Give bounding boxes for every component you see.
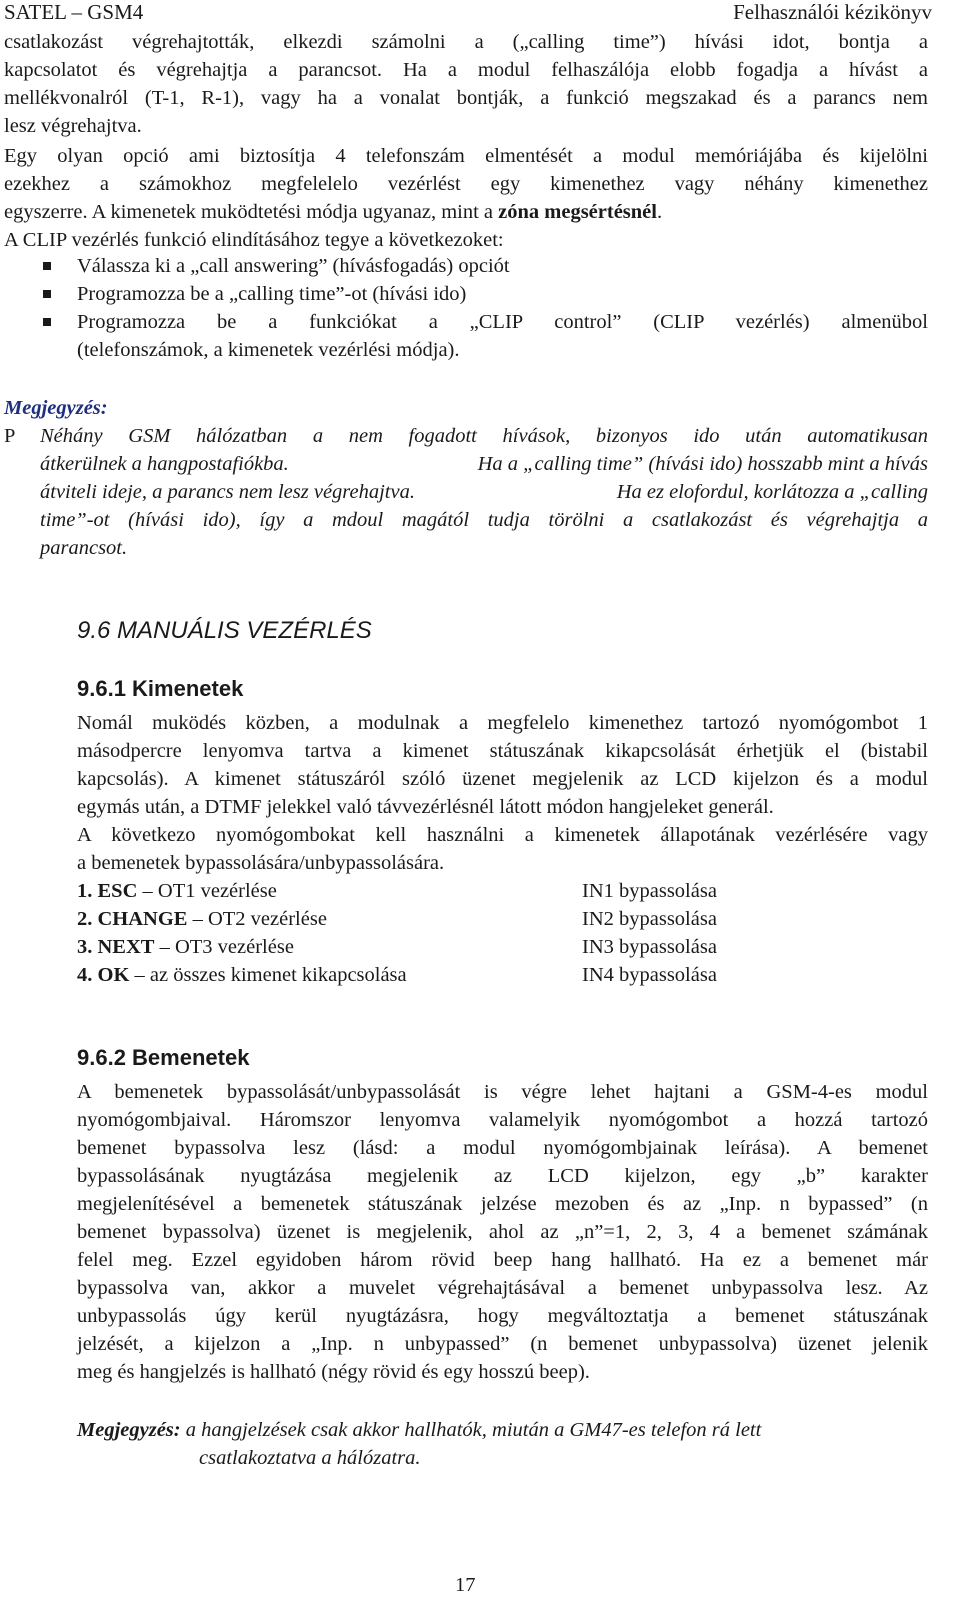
clip-bullet-3: Programozza be a funkciókat a „CLIP control” (CLIP vezérlés) almenübol: [77, 311, 928, 333]
key-row-4-input: IN4 bypassolása: [582, 964, 717, 986]
page-number: 17: [455, 1574, 476, 1596]
intro-line-2: kapcsolatot és végrehajtja a parancsot. Ha a modul felhaszálója elobb fogadja a hívást a: [4, 59, 928, 81]
clip-bullet-3-cont: (telefonszámok, a kimenetek vezérlési módja).: [77, 339, 460, 361]
inputs-line-1: A bemenetek bypassolását/unbypassolását is végre lehet hajtani a GSM-4-es modul: [77, 1081, 928, 1103]
inputs-line-2: nyomógombjaival. Háromszor lenyomva valamelyik nyomógombot a hozzá tartozó: [77, 1109, 928, 1131]
note-line-3a: átviteli ideje, a parancs nem lesz végrehajtva.: [40, 481, 415, 503]
inputs-line-4: bypassolásának nyugtázása megjelenik az LCD kijelzon, egy „b” karakter: [77, 1165, 928, 1187]
option-line-3: [4, 198, 662, 226]
section-title-9-6-2: 9.6.2 Bemenetek: [77, 1045, 250, 1070]
note-line-1: Néhány GSM hálózatban a nem fogadott hívások, bizonyos ido után automatikusan: [40, 425, 928, 447]
intro-line-1: csatlakozást végrehajtották, elkezdi számolni a („calling time”) hívási idot, bontja a: [4, 31, 928, 53]
note-line-3: [40, 478, 928, 506]
note-line-2a: átkerülnek a hangpostafiókba.: [40, 453, 289, 475]
outputs-line-5: A következo nyomógombokat kell használni a kimenetek állapotának vezérlésére vagy: [77, 824, 928, 846]
note2-text-1: a hangjelzések csak akkor hallhatók, miután a GM47-es telefon rá lett: [185, 1419, 762, 1441]
key-row-4: [77, 961, 407, 989]
note-line-5: parancsot.: [40, 537, 128, 559]
outputs-line-1: Nomál muködés közben, a modulnak a megfelelo kimenethez tartozó nyomógombot 1: [77, 712, 928, 734]
key-ok-desc: – az összes kimenet kikapcsolása: [134, 964, 407, 986]
key-ok: 4. OK: [77, 964, 130, 986]
clip-bullet-2: Programozza be a „calling time”-ot (hívási ido): [77, 283, 467, 305]
outputs-line-3: kapcsolás). A kimenet státuszáról szóló üzenet megjelenik az LCD kijelzon és a modul: [77, 768, 928, 790]
header-right: Felhasználói kézikönyv: [733, 0, 932, 24]
key-row-2-input: IN2 bypassolása: [582, 908, 717, 930]
intro-line-4: lesz végrehajtva.: [4, 115, 142, 137]
clip-intro: A CLIP vezérlés funkció elindításához tegye a következoket:: [4, 229, 504, 251]
clip-bullet-1: Válassza ki a „call answering” (hívásfogadás) opciót: [77, 255, 510, 277]
header-left: SATEL – GSM4: [4, 0, 144, 24]
option-line-2: ezekhez a számokhoz megfelelelo vezérlést egy kimenethez vagy néhány kimenethez: [4, 173, 928, 195]
outputs-line-6: a bemenetek bypassolására/unbypassolására.: [77, 852, 445, 874]
key-esc-desc: – OT1 vezérlése: [142, 880, 277, 902]
inputs-line-10: jelzését, a kijelzon a „Inp. n unbypassed” (n bemenet unbypassolva) üzenet jelenik: [77, 1333, 928, 1355]
bullet-icon: [43, 262, 51, 270]
note-marker: P: [4, 425, 16, 447]
section-title-9-6: 9.6 MANUÁLIS VEZÉRLÉS: [77, 617, 372, 644]
outputs-line-4: egymás után, a DTMF jelekkel való távvezérlésnél látott módon hangjeleket generál.: [77, 796, 774, 818]
note-line-2b: Ha a „calling time” (hívási ido) hosszabb mint a hívás: [477, 453, 928, 475]
key-change-desc: – OT2 vezérlése: [192, 908, 327, 930]
key-row-3-input: IN3 bypassolása: [582, 936, 717, 958]
note2-heading: Megjegyzés:: [77, 1419, 181, 1441]
key-next: 3. NEXT: [77, 936, 155, 958]
note2-line-2: csatlakoztatva a hálózatra.: [199, 1447, 421, 1469]
note-line-2: [40, 450, 928, 478]
option-line-3-text: A kimenetek muködtetési módja ugyanaz, mint a: [91, 201, 494, 223]
note-line-4: time”-ot (hívási ido), így a mdoul magától tudja törölni a csatlakozást és végrehajtja a: [40, 509, 928, 531]
bullet-icon: [43, 290, 51, 298]
inputs-line-7: felel meg. Ezzel egyidoben három rövid beep hang hallható. Ha ez a bemenet már: [77, 1249, 928, 1271]
intro-line-3: mellékvonalról (T-1, R-1), vagy ha a vonalat bontják, a funkció megszakad és a parancs nem: [4, 87, 928, 109]
zone-violation-term: zóna megsértésnél: [498, 201, 657, 223]
outputs-line-2: másodpercre lenyomva tartva a kimenet státuszának kikapcsolását érhetjük el (bistabil: [77, 740, 928, 762]
section-title-9-6-1: 9.6.1 Kimenetek: [77, 676, 244, 701]
option-line-3-end: .: [656, 201, 663, 223]
inputs-line-5: megjelenítésével a bemenetek státuszának jelzése mezoben és az „Inp. n bypassed” (n: [77, 1193, 928, 1215]
inputs-line-9: unbypassolás úgy kerül nyugtázásra, hogy megváltoztatja a bemenet státuszának: [77, 1305, 928, 1327]
key-change: 2. CHANGE: [77, 908, 188, 930]
option-line-1: Egy olyan opció ami biztosítja 4 telefonszám elmentését a modul memóriájába és kijelölni: [4, 145, 928, 167]
option-line-3-start: egyszerre.: [4, 201, 88, 223]
inputs-line-11: meg és hangjelzés is hallható (négy rövid és egy hosszú beep).: [77, 1361, 590, 1383]
key-row-1-input: IN1 bypassolása: [582, 880, 717, 902]
inputs-line-8: bypassolva van, akkor a muvelet végrehajtásával a bemenet unbypassolva lesz. Az: [77, 1277, 928, 1299]
key-row-3: [77, 933, 294, 961]
inputs-line-6: bemenet bypassolva) üzenet is megjelenik, ahol az „n”=1, 2, 3, 4 a bemenet számának: [77, 1221, 928, 1243]
note2-line-1: [77, 1416, 761, 1444]
key-row-2: [77, 905, 327, 933]
note-line-3b: Ha ez elofordul, korlátozza a „calling: [616, 481, 928, 503]
note-heading: Megjegyzés:: [4, 397, 108, 419]
key-esc: 1. ESC: [77, 880, 138, 902]
bullet-icon: [43, 318, 51, 326]
inputs-line-3: bemenet bypassolva lesz (lásd: a modul nyomógombjainak leírása). A bemenet: [77, 1137, 928, 1159]
key-next-desc: – OT3 vezérlése: [159, 936, 294, 958]
key-row-1: [77, 877, 277, 905]
